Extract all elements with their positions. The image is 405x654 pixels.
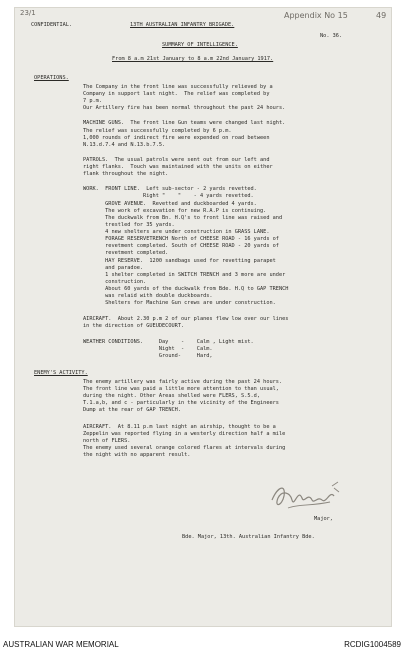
body-line: The enemy used several orange colored flares at intervals during	[83, 445, 286, 451]
footer-right-text: RCDIG1004589	[344, 640, 401, 649]
archive-footer	[0, 636, 405, 654]
body-line: GROVE AVENUE. Revetted and duckboarded 4 yards.	[83, 201, 257, 207]
body-line: north of FLERS.	[83, 438, 131, 444]
brigade-heading: 13TH AUSTRALIAN INFANTRY BRIGADE.	[130, 22, 235, 28]
body-line: The work of excavation for new R.A.P is continuing.	[83, 208, 267, 214]
body-line: N.13.d.7.4 and N.13.b.7.5.	[83, 142, 166, 148]
confidential-label: CONFIDENTIAL.	[31, 22, 73, 28]
aircraft-line: AIRCRAFT. About 2.30 p.m 2 of our planes flew low over our lines	[83, 316, 289, 322]
work-line: WORK. FRONT LINE. Left sub-sector - 2 yards revetted.	[83, 186, 257, 192]
footer-left-text: AUSTRALIAN WAR MEMORIAL	[3, 640, 119, 649]
body-line: and paradoe.	[83, 265, 144, 271]
body-line: in the direction of GUEUDECOURT.	[83, 323, 185, 329]
body-line: Our Artillery fire has been normal throughout the past 24 hours.	[83, 105, 286, 111]
body-line: flank throughout the night.	[83, 171, 169, 177]
body-line: the night with no apparent result.	[83, 452, 191, 458]
body-line: right flanks. Touch was maintained with the units on either	[83, 164, 273, 170]
patrols-line: PATROLS. The usual patrols were sent out from our left and	[83, 157, 270, 163]
heading-operations: OPERATIONS.	[34, 75, 69, 81]
margin-note: 23/1	[20, 9, 36, 17]
weather-line: Ground- Hard,	[83, 353, 213, 359]
body-line: HAY RESERVE. 1200 sandbags used for revetting parapet	[83, 258, 276, 264]
body-line: About 60 yards of the duckwalk from Bde. H.Q to GAP TRENCH	[83, 286, 289, 292]
body-line: The duckwalk from Bn. H.Q's to front line was raised and	[83, 215, 283, 221]
body-line: The Company in the front line was successfully relieved by a	[83, 84, 273, 90]
body-line: The enemy artillery was fairly active during the past 24 hours.	[83, 379, 283, 385]
weather-line: Night - Calm.	[83, 346, 213, 352]
body-line: The front line was paid a little more attention to than usual,	[83, 386, 279, 392]
body-line: Shelters for Machine Gun crews are under construction.	[83, 300, 276, 306]
body-line: was relaid with double duckboards.	[83, 293, 213, 299]
handwritten-signature	[268, 478, 340, 518]
body-line: Zeppelin was reported flying in a westerly direction half a mile	[83, 431, 286, 437]
body-line: Dump at the rear of GAP TRENCH.	[83, 407, 181, 413]
appendix-note: Appendix No 15	[284, 11, 348, 20]
body-line: Company in support last night. The relief was completed by	[83, 91, 270, 97]
machine-guns-line: MACHINE GUNS. The front line Gun teams were changed last night.	[83, 120, 286, 126]
body-line: trestled for 35 yards.	[83, 222, 175, 228]
summary-period: From 8 a.m 21st January to 8 a.m 22nd January 1917.	[112, 56, 274, 62]
body-line: during the night. Other Areas shelled were FLERS, S.5.d,	[83, 393, 261, 399]
body-line: revetment completed. South of CHEESE ROAD - 20 yards of	[83, 243, 279, 249]
weather-line: WEATHER CONDITIONS. Day - Calm , Light mist.	[83, 339, 254, 345]
signature-unit: Bde. Major, 13th. Australian Infantry Bde.	[182, 534, 315, 540]
summary-title: SUMMARY OF INTELLIGENCE.	[162, 42, 238, 48]
summary-number: No. 36.	[320, 33, 343, 39]
body-line: The relief was successfully completed by 6 p.m.	[83, 128, 232, 134]
heading-enemy-activity: ENEMY'S ACTIVITY.	[34, 370, 88, 376]
page-number: 49	[376, 11, 387, 20]
body-line: 7 p.m.	[83, 98, 102, 104]
body-line: FORAGE RESERVETRENCH North of CHEESE ROAD - 16 yards of	[83, 236, 279, 242]
body-line: Right " " - 4 yards revetted.	[83, 193, 254, 199]
body-line: T.1.a,b, and c - particularly in the vicinity of the Engineers	[83, 400, 279, 406]
body-line: 1 shelter completed in SWITCH TRENCH and 3 more are under	[83, 272, 286, 278]
body-line: 4 new shelters are under construction in GRASS LANE.	[83, 229, 270, 235]
signature-rank: Major,	[314, 516, 333, 522]
body-line: revetment completed.	[83, 250, 169, 256]
body-line: 1,000 rounds of indirect fire were expended on road between	[83, 135, 270, 141]
body-line: construction.	[83, 279, 147, 285]
enemy-aircraft-line: AIRCRAFT. At 8.11 p.m last night an airship, thought to be a	[83, 424, 276, 430]
